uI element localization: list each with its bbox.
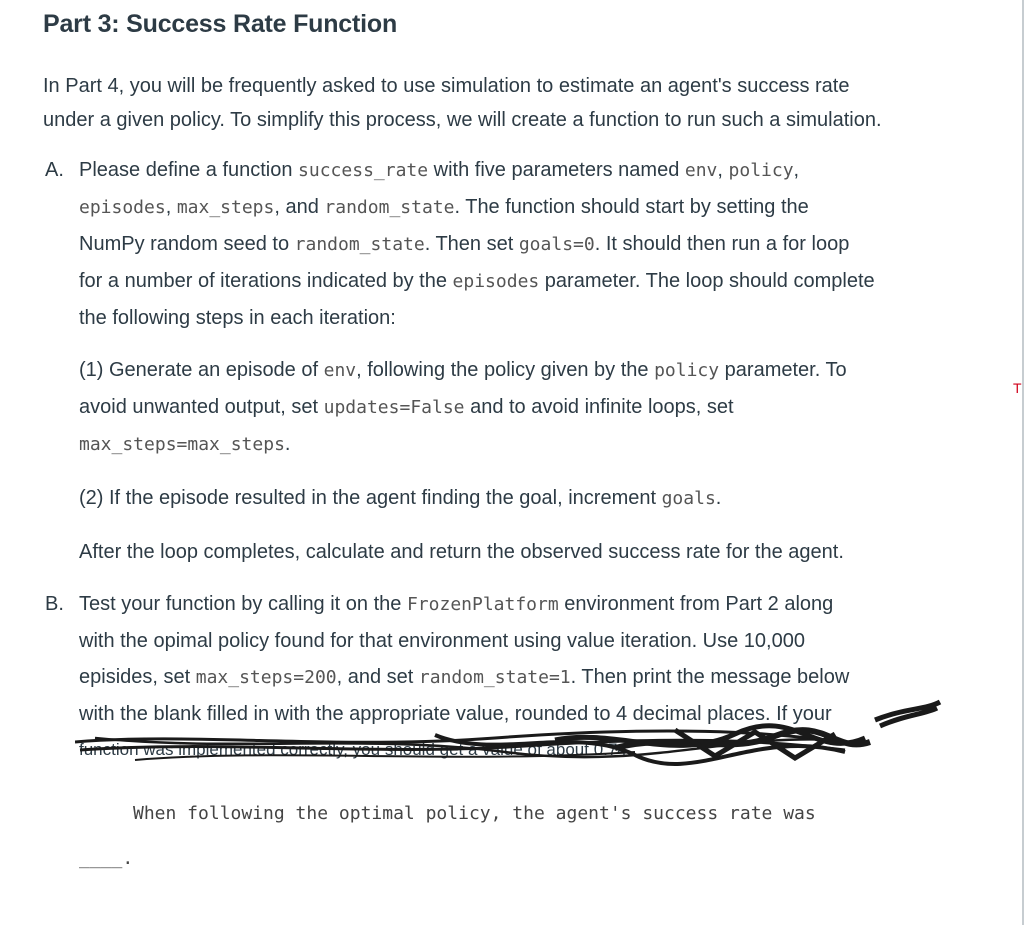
text-fragment: parameter. The loop should complete <box>539 270 875 292</box>
text-fragment: , <box>165 196 177 218</box>
step-1-line-2 <box>79 389 999 426</box>
item-b-marker: B. <box>45 593 64 615</box>
after-loop-line: After the loop completes, calculate and return the observed success rate for the agent. <box>79 541 844 563</box>
text-fragment: (2) If the episode resulted in the agent finding the goal, increment <box>79 487 662 509</box>
item-b-line-5: function was implemented correctly, you should get a value of about 0.74. <box>79 740 632 759</box>
text-fragment: (1) Generate an episode of <box>79 359 324 381</box>
text-fragment: , <box>793 159 800 181</box>
item-a-line-5: the following steps in each iteration: <box>79 307 396 329</box>
item-a-text <box>79 152 999 337</box>
text-fragment: parameter. To <box>719 359 847 381</box>
edge-text-fragment: T <box>1013 380 1022 396</box>
code-updates-false: updates=False <box>323 397 465 418</box>
item-b-line-4: with the blank filled in with the appropriate value, rounded to 4 decimal places. If your <box>79 703 832 725</box>
text-fragment: . It should then run a for loop <box>594 233 850 255</box>
text-fragment: Please define a function <box>79 159 299 181</box>
step-1-text <box>79 352 999 463</box>
intro-line-2: under a given policy. To simplify this process, we will create a function to run such a simulation. <box>43 109 882 131</box>
code-env: env <box>323 360 357 381</box>
text-fragment: with five parameters named <box>428 159 685 181</box>
expected-output-message: When following the optimal policy, the agent's success rate was <box>133 803 816 824</box>
code-max-steps: max_steps <box>176 197 275 218</box>
text-fragment: . Then set <box>424 233 519 255</box>
item-a-line-3 <box>79 226 999 263</box>
code-random-state: random_state <box>294 234 425 255</box>
page-heading: Part 3: Success Rate Function <box>43 10 398 38</box>
code-random-state: random_state <box>324 197 455 218</box>
intro-paragraph <box>43 69 1003 137</box>
text-fragment: Test your function by calling it on the <box>79 593 407 615</box>
text-fragment: , following the policy given by the <box>356 359 655 381</box>
text-fragment: , and <box>274 196 325 218</box>
scribble-redaction <box>75 690 955 770</box>
code-success-rate: success_rate <box>298 160 429 181</box>
item-a-line-2 <box>79 189 999 226</box>
code-env: env <box>684 160 718 181</box>
code-episodes: episodes <box>452 271 540 292</box>
code-random-state-1: random_state=1 <box>418 667 571 688</box>
item-a-marker: A. <box>45 159 64 181</box>
text-fragment: episides, set <box>79 666 196 688</box>
intro-line-1: In Part 4, you will be frequently asked to use simulation to estimate an agent's success rate <box>43 75 850 97</box>
code-max-steps-assign: max_steps=max_steps <box>79 434 285 455</box>
code-policy: policy <box>654 360 720 381</box>
code-episodes: episodes <box>79 197 166 218</box>
text-fragment: . Then print the message below <box>570 666 850 688</box>
text-fragment: for a number of iterations indicated by the <box>79 270 453 292</box>
item-b-line-1 <box>79 586 999 623</box>
text-fragment: , <box>717 159 729 181</box>
code-max-steps-200: max_steps=200 <box>195 667 337 688</box>
text-fragment: environment from Part 2 along <box>558 593 834 615</box>
step-1-line-3 <box>79 426 999 463</box>
text-fragment: . The function should start by setting the <box>454 196 809 218</box>
item-a-line-1 <box>79 152 999 189</box>
item-b-line-2: with the opimal policy found for that environment using value iteration. Use 10,000 <box>79 630 805 652</box>
text-fragment: . <box>284 433 291 455</box>
item-a-line-4 <box>79 263 999 300</box>
step-2-text <box>79 480 999 517</box>
code-policy: policy <box>728 160 794 181</box>
code-goals: goals <box>661 488 716 509</box>
code-goals-init: goals=0 <box>518 234 595 255</box>
expected-output-blank: ____. <box>79 848 134 869</box>
code-frozen-platform: FrozenPlatform <box>406 594 559 615</box>
text-fragment: , and set <box>336 666 419 688</box>
after-loop-text <box>79 534 999 571</box>
step-2-line <box>79 480 999 517</box>
text-fragment: avoid unwanted output, set <box>79 396 324 418</box>
text-fragment: . <box>715 487 722 509</box>
text-fragment: NumPy random seed to <box>79 233 295 255</box>
text-fragment: and to avoid infinite loops, set <box>464 396 734 418</box>
step-1-line-1 <box>79 352 999 389</box>
